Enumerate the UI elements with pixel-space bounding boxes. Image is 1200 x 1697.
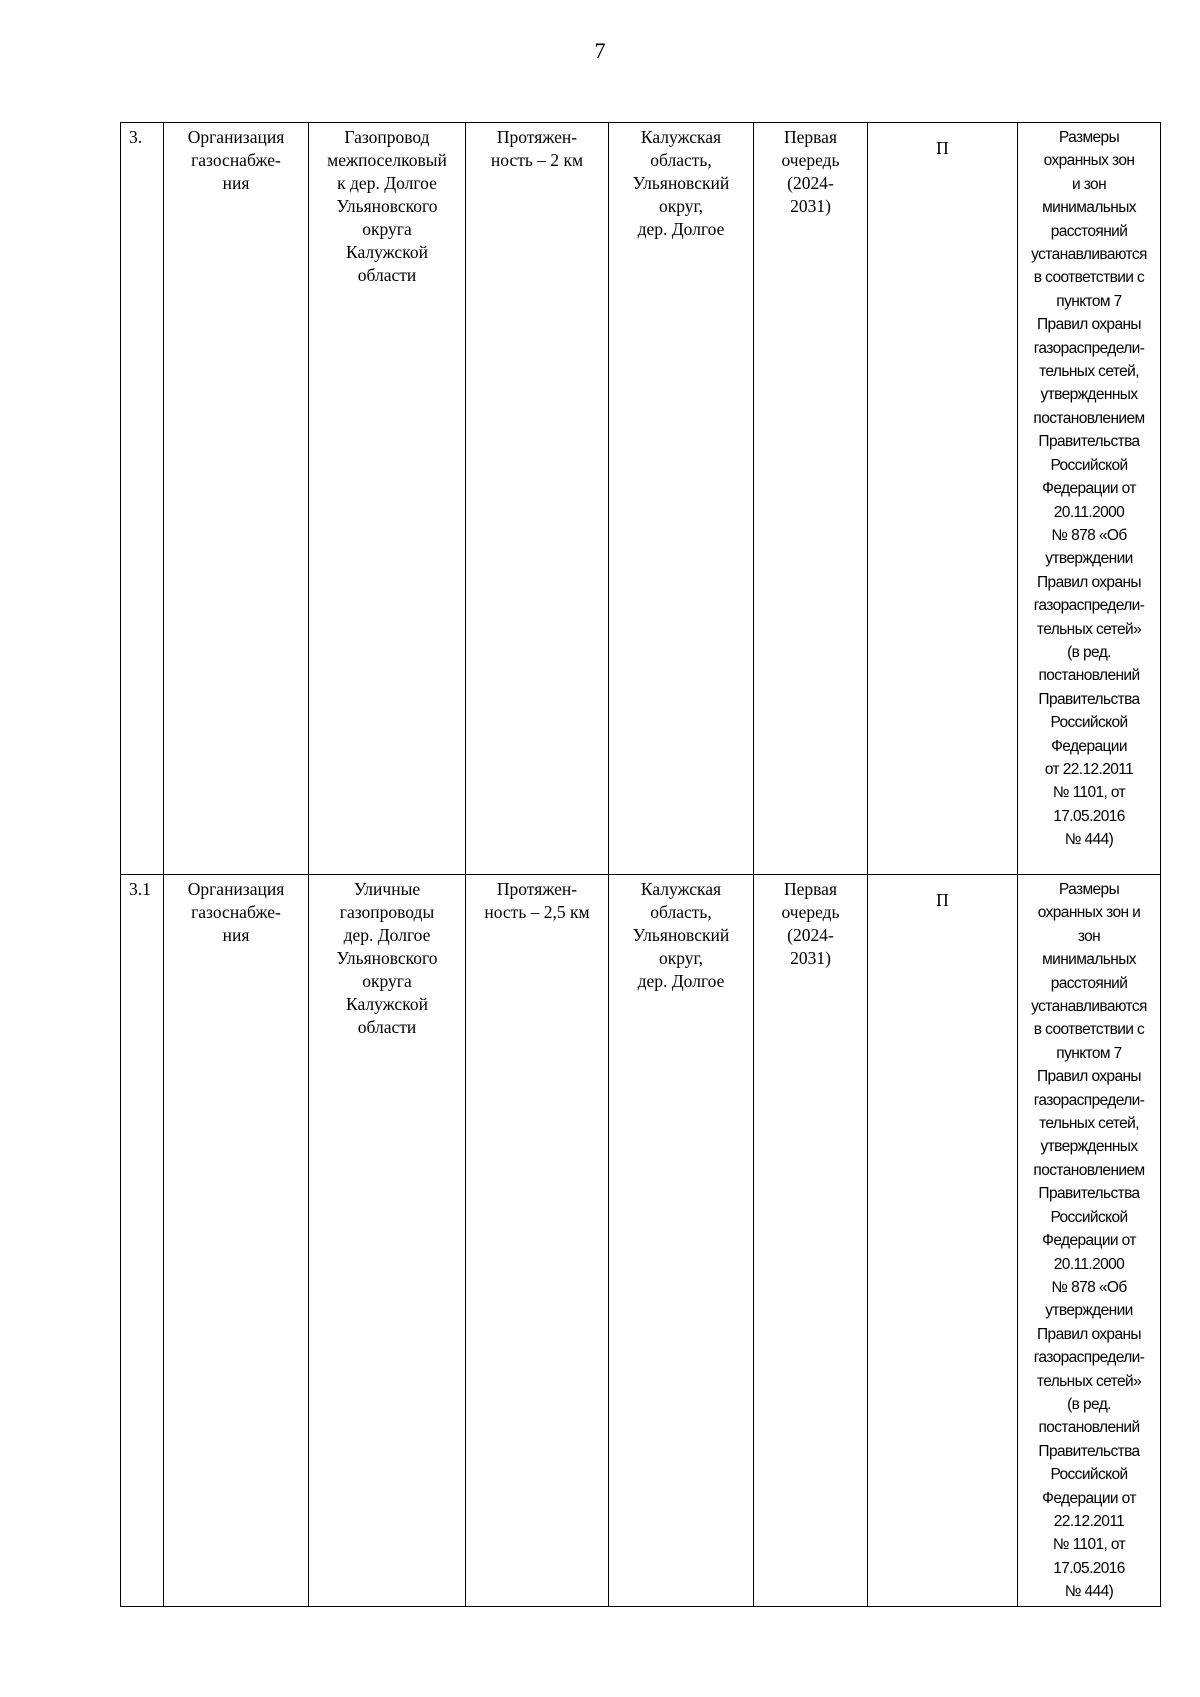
location-cell: Калужская область, Ульяновский округ, дер. Долгое [609,123,754,875]
planned-objects-table [120,122,1161,1607]
object-name-cell: Газопровод межпоселковый к дер. Долгое Ульяновского округа Калужской области [309,123,466,875]
zones-notes-cell: Размеры охранных зон и зон минимальных расстояний устанавливаются в соответствии с пунктом 7 Правил охраны газораспредели- тельных сетей, утвержденных постановлением Правительства Российской Федерации от 20.11.2000 № 878 «Об утверждении Правил охраны газораспредели- тельных сетей» (в ред. постановлений Правительства Российской Федерации от 22.12.2011 № 1101, от 17.05.2016 № 444) [1018,123,1161,875]
stage-cell: Первая очередь (2024- 2031) [754,875,868,1607]
characteristics-cell: Протяжен- ность – 2 км [466,123,609,875]
page-number: 7 [594,38,606,63]
row-number-cell: 3. [121,123,164,875]
object-type-cell: П [868,875,1018,1607]
table-row [121,123,1161,875]
row-number-cell: 3.1 [121,875,164,1607]
object-type-cell: П [868,123,1018,875]
purpose-cell: Организация газоснабже- ния [164,875,309,1607]
table-row [121,875,1161,1607]
stage-cell: Первая очередь (2024- 2031) [754,123,868,875]
location-cell: Калужская область, Ульяновский округ, дер. Долгое [609,875,754,1607]
purpose-cell: Организация газоснабже- ния [164,123,309,875]
characteristics-cell: Протяжен- ность – 2,5 км [466,875,609,1607]
object-name-cell: Уличные газопроводы дер. Долгое Ульяновского округа Калужской области [309,875,466,1607]
zones-notes-cell: Размеры охранных зон и зон минимальных расстояний устанавливаются в соответствии с пунктом 7 Правил охраны газораспредели- тельных сетей, утвержденных постановлением Правительства Российской Федерации от 20.11.2000 № 878 «Об утверждении Правил охраны газораспредели- тельных сетей» (в ред. постановлений Правительства Российской Федерации от 22.12.2011 № 1101, от 17.05.2016 № 444) [1018,875,1161,1607]
